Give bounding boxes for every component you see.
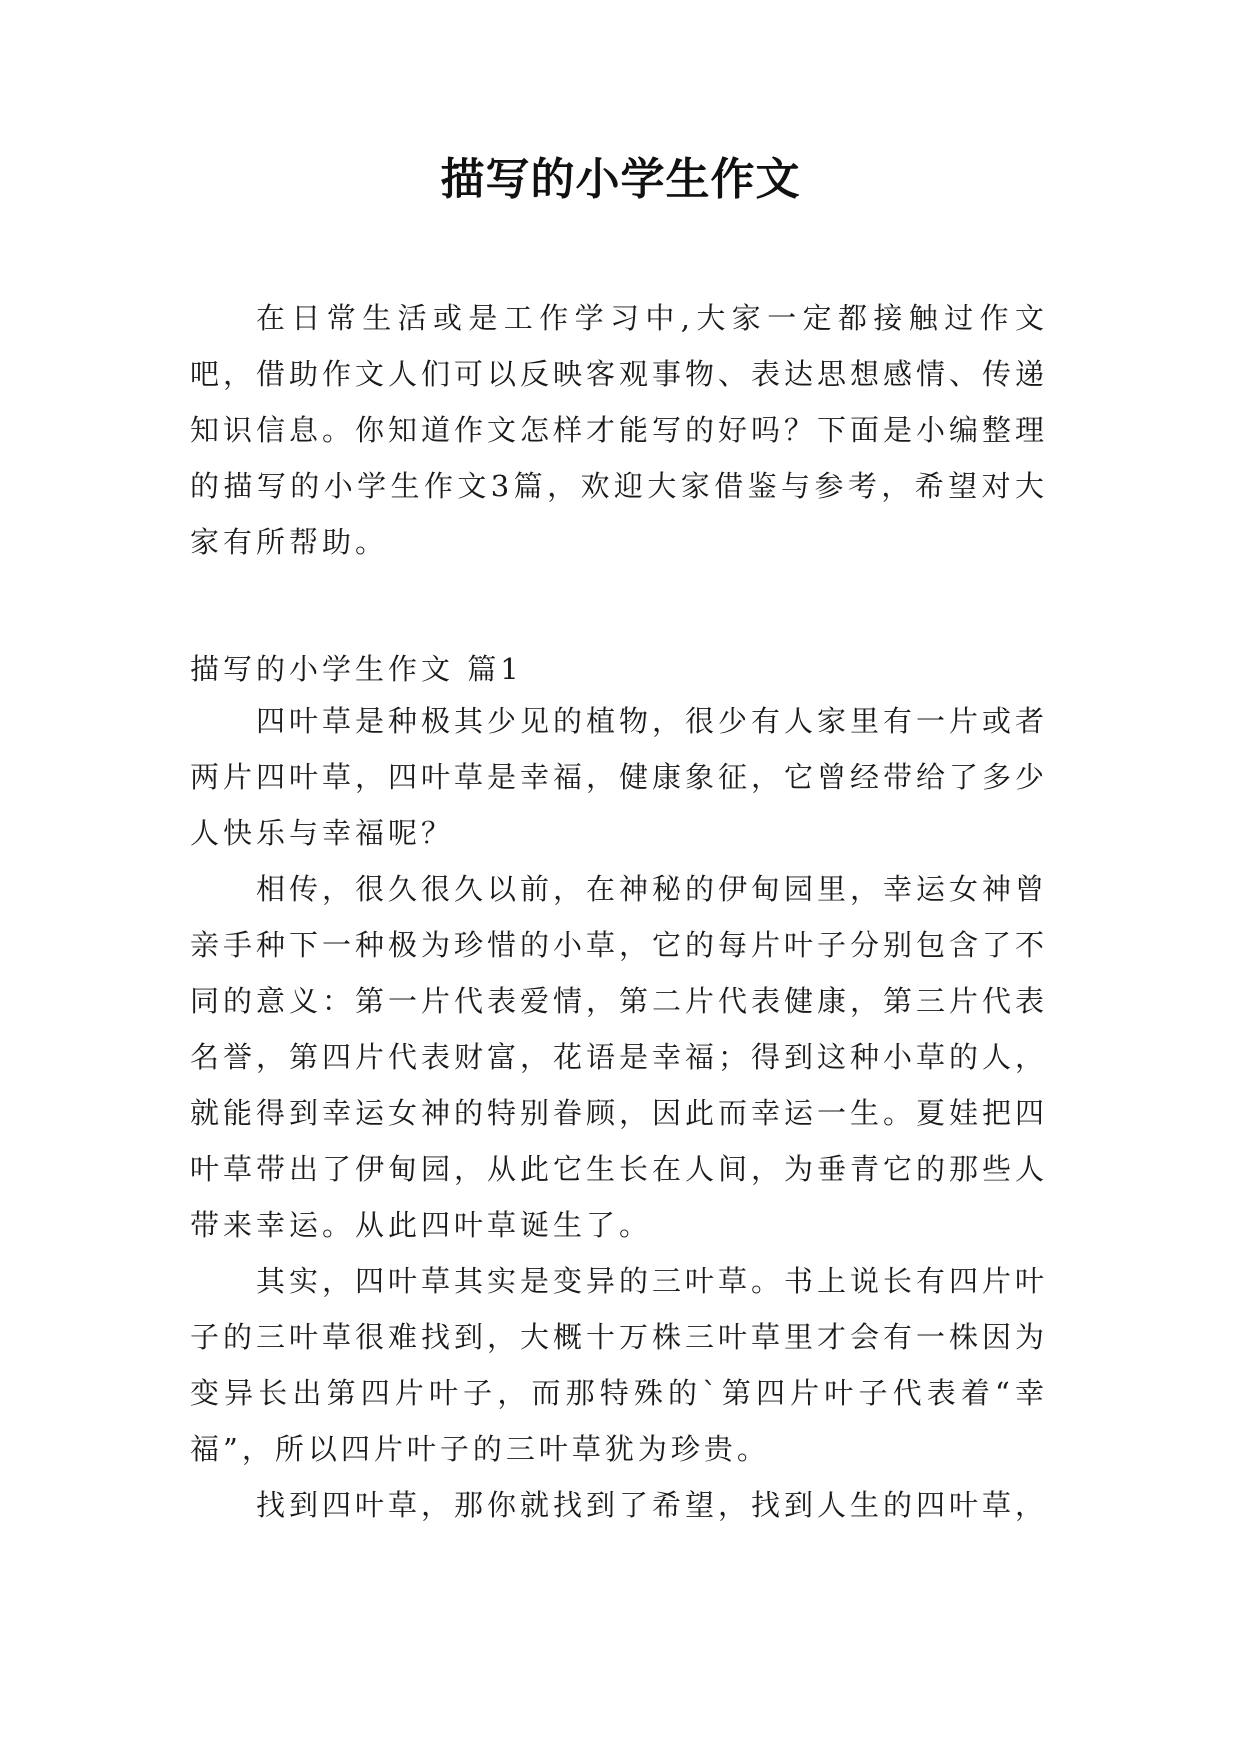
section-body — [190, 693, 1048, 1533]
intro-block — [190, 290, 1048, 570]
section-paragraph: 四叶草是种极其少见的植物，很少有人家里有一片或者两片四叶草，四叶草是幸福，健康象征，它曾经带给了多少人快乐与幸福呢？ — [190, 704, 1049, 850]
intro-paragraph: 在日常生活或是工作学习中,大家一定都接触过作文吧，借助作文人们可以反映客观事物、表达思想感情、传递知识信息。你知道作文怎样才能写的好吗？下面是小编整理的描写的小学生作文3篇，欢迎大家借鉴与参考，希望对大家有所帮助。 — [190, 301, 1049, 559]
section-paragraph: 其实，四叶草其实是变异的三叶草。书上说长有四片叶子的三叶草很难找到，大概十万株三叶草里才会有一株因为变异长出第四片叶子，而那特殊的`第四片叶子代表着“幸福”，所以四片叶子的三叶草犹为珍贵。 — [190, 1264, 1049, 1466]
document-title: 描写的小学生作文 — [440, 154, 801, 205]
section-paragraph: 相传，很久很久以前，在神秘的伊甸园里，幸运女神曾亲手种下一种极为珍惜的小草，它的每片叶子分别包含了不同的意义：第一片代表爱情，第二片代表健康，第三片代表名誉，第四片代表财富，花语是幸福；得到这种小草的人，就能得到幸运女神的特别眷顾，因此而幸运一生。夏娃把四叶草带出了伊甸园，从此它生长在人间，为垂青它的那些人带来幸运。从此四叶草诞生了。 — [190, 872, 1049, 1242]
section-heading: 描写的小学生作文 篇1 — [190, 652, 523, 686]
section-paragraph: 找到四叶草，那你就找到了希望，找到人生的四叶草， — [256, 1488, 1049, 1522]
